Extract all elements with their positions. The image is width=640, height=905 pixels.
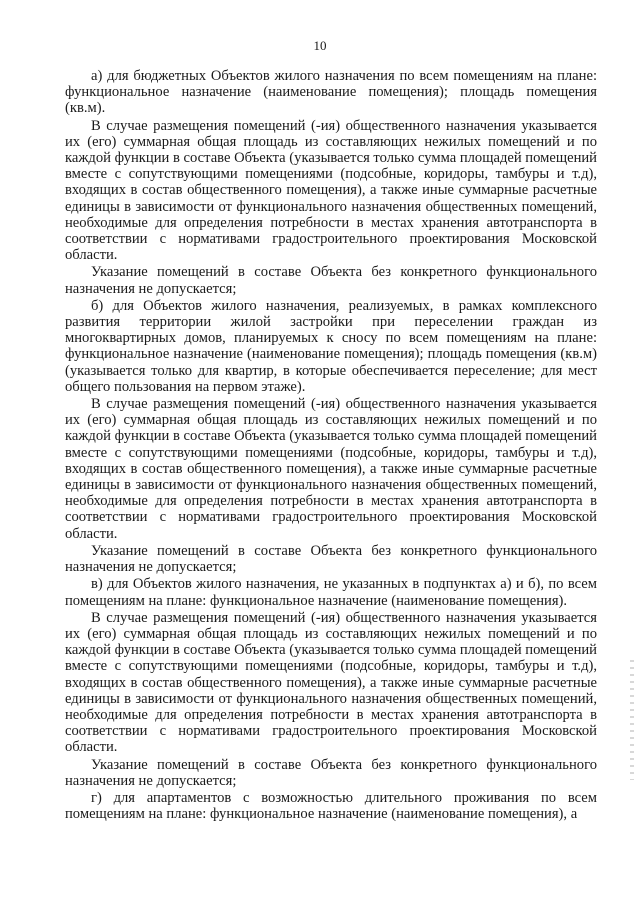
page-number: 10 <box>313 38 327 53</box>
paragraph-item-a: а) для бюджетных Объектов жилого назначения по всем помещениям на плане: функциональное назначение (наименование помещения); площадь помещения (кв.м). <box>65 68 597 117</box>
paragraph-public-premises-a: В случае размещения помещений (-ия) общественного назначения указывается их (его) суммарная общая площадь из составляющих нежилых помещений и по каждой функции в составе Объекта (указывается только сумма площадей помещений вместе с сопутствующими помещениями (подсобные, коридоры, тамбуры и т.д), входящих в состав общественного помещения), а также иные суммарные расчетные единицы в зависимости от функционального назначения общественных помещений, необходимые для определения потребности в местах хранения автотранспорта в соответствии с нормативами градостроительного проектирования Московской области. <box>65 117 597 264</box>
paragraph-item-b: б) для Объектов жилого назначения, реализуемых, в рамках комплексного развития территории жилой застройки при переселении граждан из многоквартирных домов, планируемых к сносу по всем помещениям на плане: функциональное назначение (наименование помещения); площадь помещения (кв.м) (указывается только для квартир, в которые обеспечивается переселение; для мест общего пользования на первом этаже). <box>65 297 597 395</box>
scan-margin-mark <box>630 660 634 780</box>
paragraph-public-premises-b: В случае размещения помещений (-ия) общественного назначения указывается их (его) суммарная общая площадь из составляющих нежилых помещений и по каждой функции в составе Объекта (указывается только сумма площадей помещений вместе с сопутствующими помещениями (подсобные, коридоры, тамбуры и т.д), входящих в состав общественного помещения), а также иные суммарные расчетные единицы в зависимости от функционального назначения общественных помещений, необходимые для определения потребности в местах хранения автотранспорта в соответствии с нормативами градостроительного проектирования Московской области. <box>65 396 597 542</box>
paragraph-not-allowed-b: Указание помещений в составе Объекта без конкретного функционального назначения не допускается; <box>65 542 597 576</box>
paragraph-not-allowed-v: Указание помещений в составе Объекта без конкретного функционального назначения не допускается; <box>65 756 597 789</box>
paragraph-item-v: в) для Объектов жилого назначения, не указанных в подпунктах а) и б), по всем помещениям на плане: функциональное назначение (наименование помещения). <box>65 576 597 609</box>
paragraph-public-premises-v: В случае размещения помещений (-ия) общественного назначения указывается их (его) суммарная общая площадь из составляющих нежилых помещений и по каждой функции в составе Объекта (указывается только сумма площадей помещений вместе с сопутствующими помещениями (подсобные, коридоры, тамбуры и т.д), входящих в состав общественного помещения), а также иные суммарные расчетные единицы в зависимости от функционального назначения общественных помещений, необходимые для определения потребности в местах хранения автотранспорта в соответствии с нормативами градостроительного проектирования Московской области. <box>65 609 597 756</box>
document-body <box>65 68 597 822</box>
paragraph-item-g: г) для апартаментов с возможностью длительного проживания по всем помещениям на плане: функциональное назначение (наименование помещения), а <box>65 789 597 823</box>
paragraph-not-allowed-a: Указание помещений в составе Объекта без конкретного функционального назначения не допускается; <box>65 264 597 297</box>
